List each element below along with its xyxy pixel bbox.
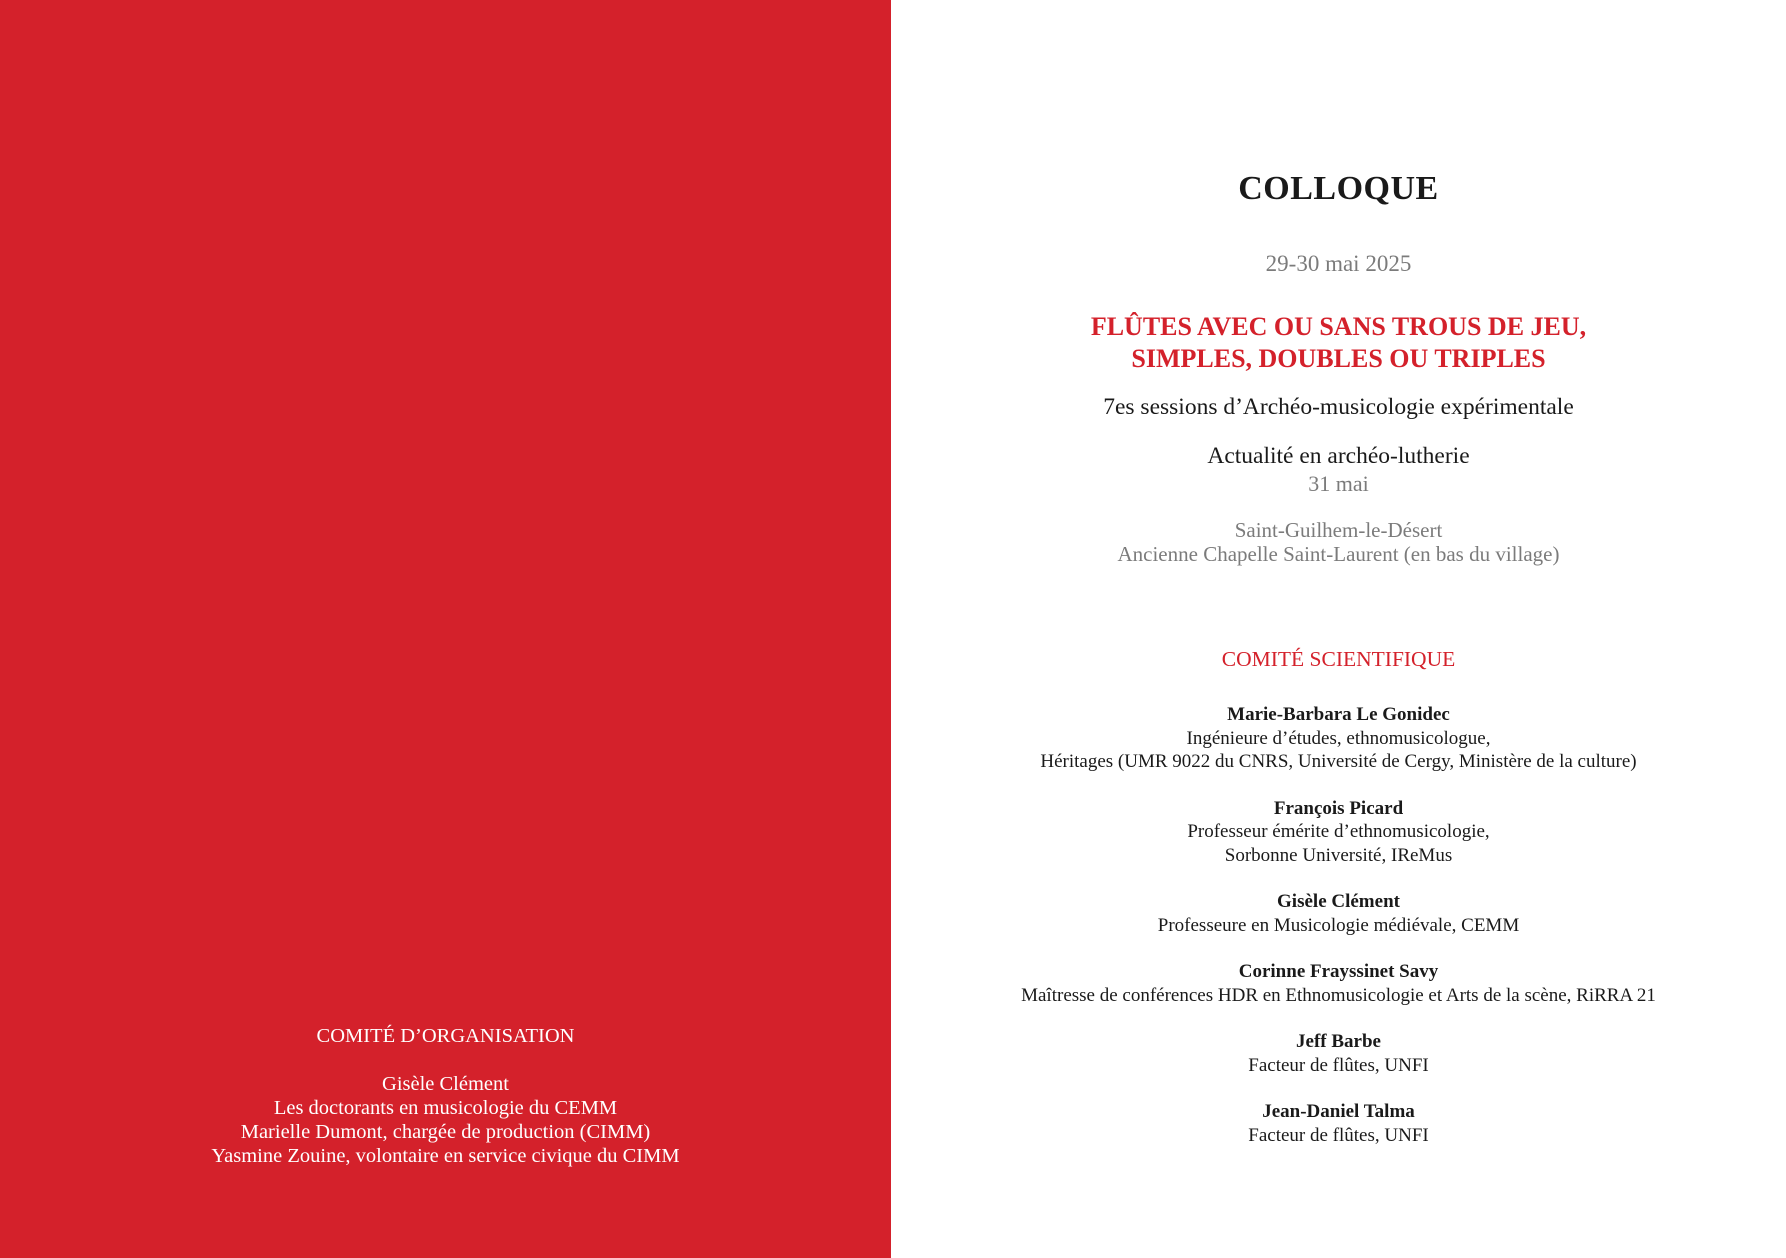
venue-place: Ancienne Chapelle Saint-Laurent (en bas du village) xyxy=(1117,542,1560,566)
event-heading: COLLOQUE xyxy=(1238,170,1439,207)
right-content-panel xyxy=(891,0,1786,1258)
committee-member xyxy=(891,1030,1786,1077)
organisation-member: Marielle Dumont, chargée de production (CIMM) xyxy=(240,1121,651,1143)
organisation-member: Gisèle Clément xyxy=(382,1073,509,1095)
extra-session-title: Actualité en archéo-lutherie xyxy=(1207,443,1470,469)
extra-session xyxy=(891,442,1786,498)
event-venue xyxy=(891,518,1786,566)
member-name: Corinne Frayssinet Savy xyxy=(1238,961,1439,982)
organisation-committee-title: COMITÉ D’ORGANISATION xyxy=(316,1025,575,1047)
event-dates: 29-30 mai 2025 xyxy=(1265,251,1412,276)
member-role: Facteur de flûtes, UNFI xyxy=(1248,1054,1429,1076)
left-red-panel xyxy=(0,0,891,1258)
event-subtitle: 7es sessions d’Archéo-musicologie expérimentale xyxy=(1103,394,1574,420)
member-name: Gisèle Clément xyxy=(1277,891,1400,912)
venue-town: Saint-Guilhem-le-Désert xyxy=(1234,518,1443,542)
member-name: François Picard xyxy=(1273,797,1404,819)
committee-member xyxy=(891,797,1786,868)
member-role: Maîtresse de conférences HDR en Ethnomusicologie et Arts de la scène, RiRRA 21 xyxy=(1021,984,1656,1006)
committee-member xyxy=(891,703,1786,774)
committee-member xyxy=(891,890,1786,937)
member-role: Ingénieure d’études, ethnomusicologue, xyxy=(1186,727,1491,749)
member-name: Jeff Barbe xyxy=(1296,1031,1381,1052)
member-role: Sorbonne Université, IReMus xyxy=(1224,844,1453,866)
organisation-member: Les doctorants en musicologie du CEMM xyxy=(273,1097,618,1119)
member-name: Jean-Daniel Talma xyxy=(1262,1101,1415,1122)
scientific-committee-title: COMITÉ SCIENTIFIQUE xyxy=(1221,647,1456,671)
event-title-line: SIMPLES, DOUBLES OU TRIPLES xyxy=(1131,344,1546,373)
event-title xyxy=(891,311,1786,375)
member-name: Marie-Barbara Le Gonidec xyxy=(1227,704,1450,725)
committee-member xyxy=(891,1100,1786,1147)
scientific-committee-list xyxy=(891,703,1786,1170)
member-role: Héritages (UMR 9022 du CNRS, Université de Cergy, Ministère de la culture) xyxy=(1040,751,1637,772)
organisation-committee xyxy=(0,1024,891,1168)
committee-member xyxy=(891,960,1786,1007)
member-role: Facteur de flûtes, UNFI xyxy=(1248,1124,1429,1146)
event-title-line: FLÛTES AVEC OU SANS TROUS DE JEU, xyxy=(1090,312,1587,341)
extra-session-date: 31 mai xyxy=(1308,471,1369,496)
member-role: Professeur émérite d’ethnomusicologie, xyxy=(1187,821,1490,842)
member-role: Professeure en Musicologie médiévale, CEMM xyxy=(1157,914,1520,936)
organisation-member: Yasmine Zouine, volontaire en service civique du CIMM xyxy=(211,1145,680,1167)
